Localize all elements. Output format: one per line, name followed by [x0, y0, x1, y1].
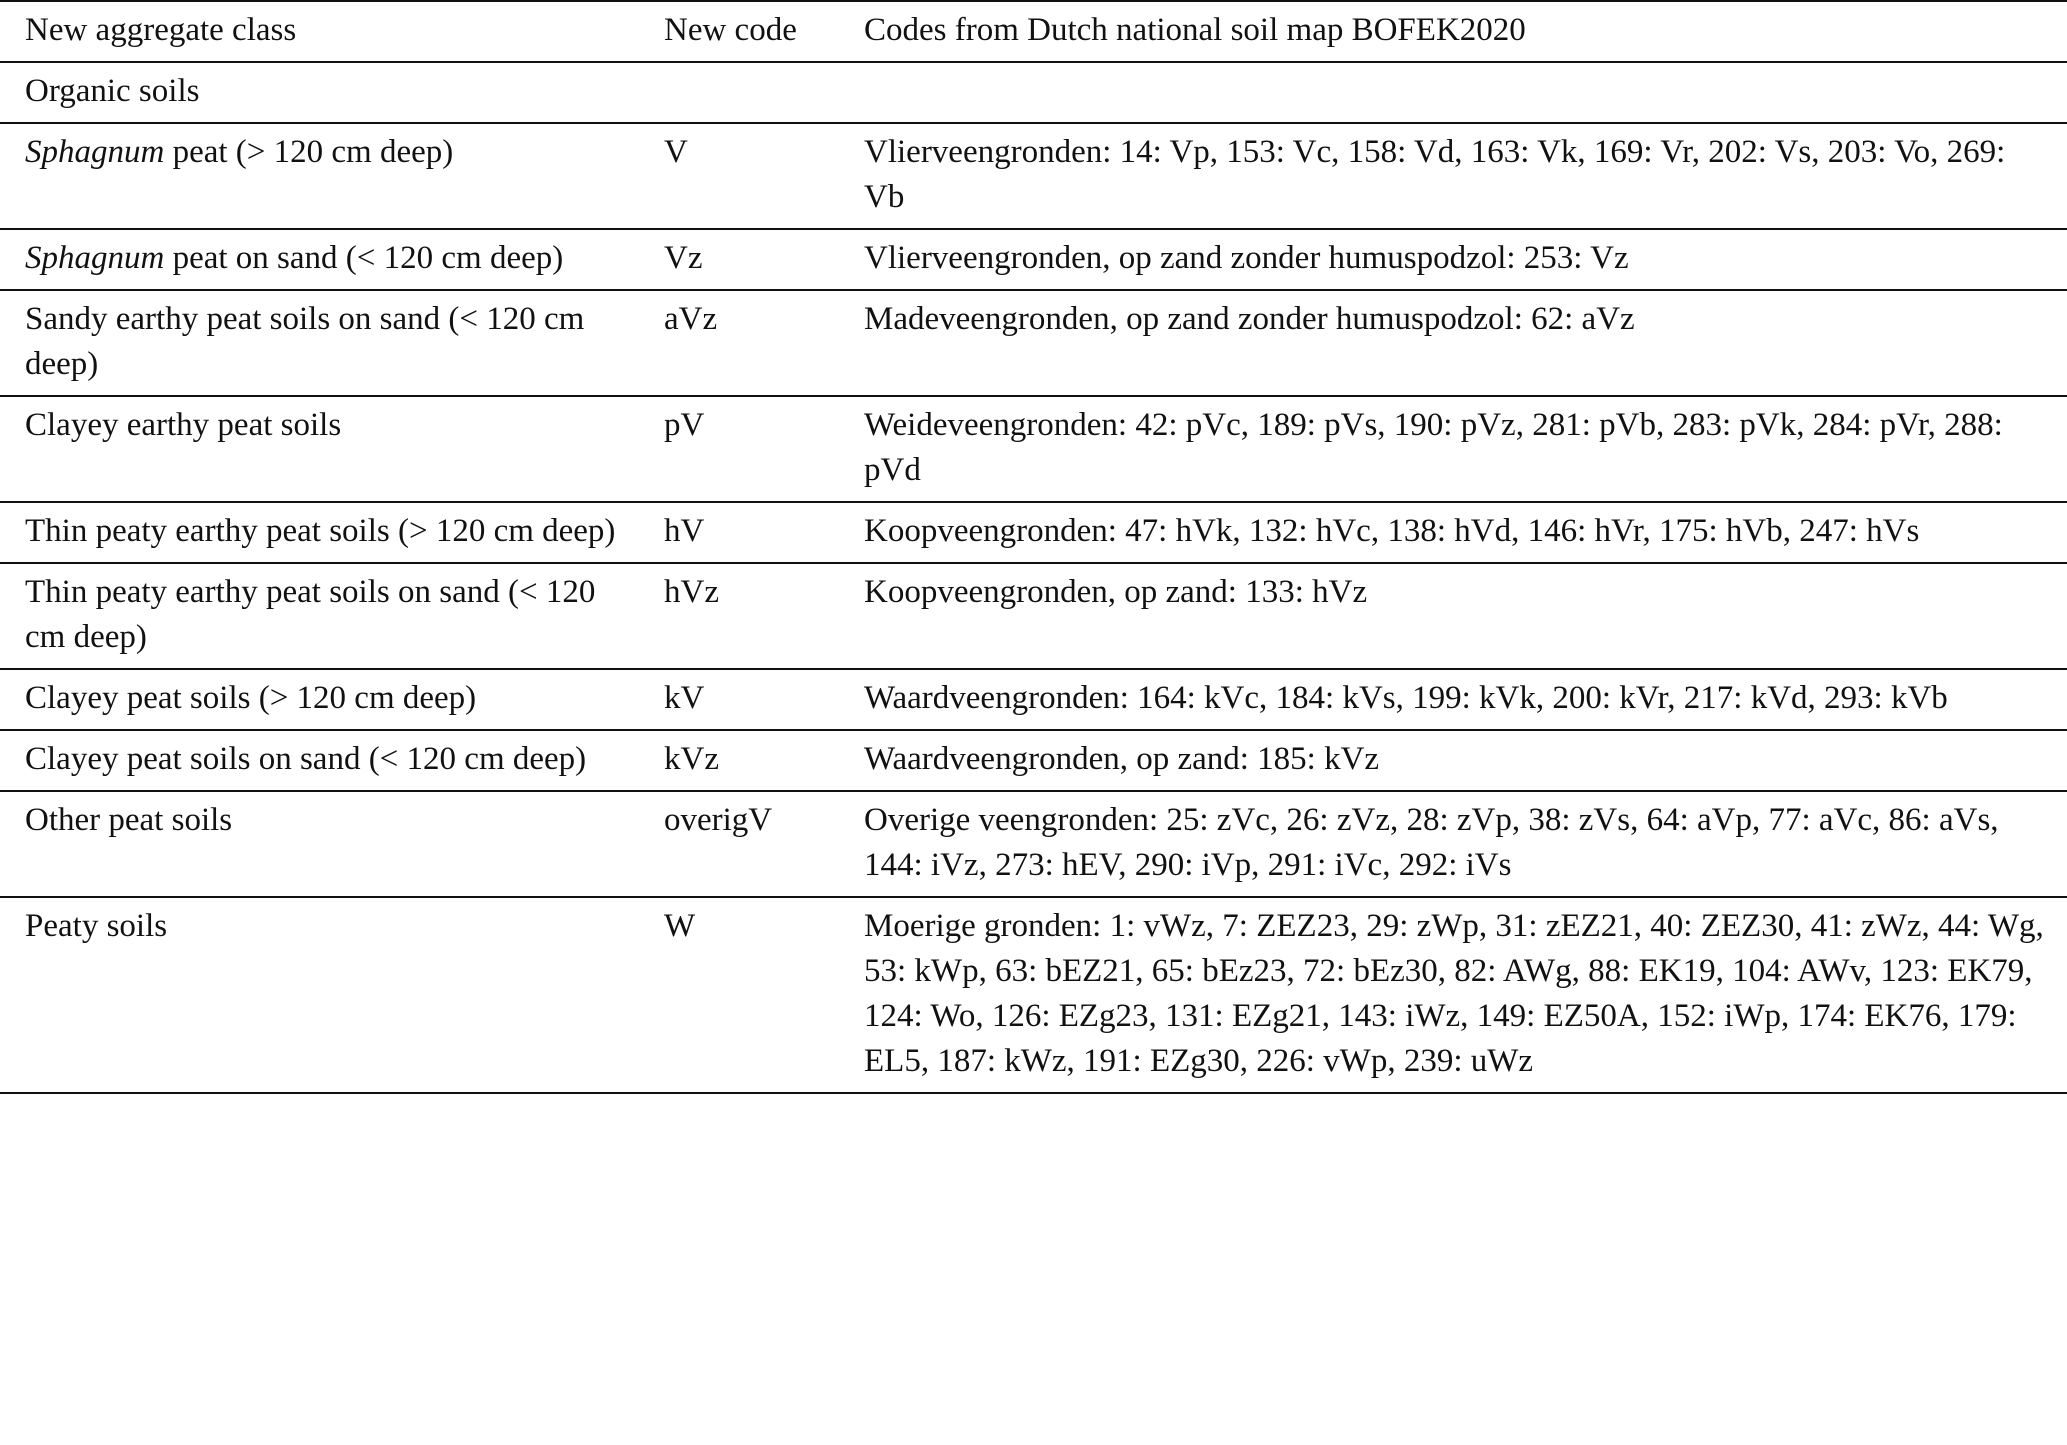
aggregate-class-cell [0, 669, 640, 730]
table-row [0, 229, 2067, 290]
aggregate-class-cell [0, 791, 640, 897]
aggregate-class-cell [0, 123, 640, 229]
table-row [0, 290, 2067, 396]
aggregate-class-cell [0, 502, 640, 563]
table-row [0, 669, 2067, 730]
aggregate-class-cell [0, 730, 640, 791]
table-row [0, 563, 2067, 669]
class-text: peat on sand (< 120 cm deep) [164, 240, 564, 276]
class-text: Clayey peat soils (> 120 cm deep) [25, 680, 477, 716]
bofek-codes-cell: Madeveengronden, op zand zonder humuspodzol: 62: aVz [864, 301, 1635, 337]
table-row [0, 897, 2067, 1093]
aggregate-class-cell [0, 229, 640, 290]
section-row [0, 62, 2067, 123]
new-code-cell: W [664, 908, 696, 944]
class-italic-text: Sphagnum [25, 134, 165, 170]
bofek-codes-cell: Vlierveengronden, op zand zonder humuspodzol: 253: Vz [864, 240, 1629, 276]
bofek-codes-cell: Waardveengronden, op zand: 185: kVz [864, 741, 1380, 777]
new-code-cell: overigV [664, 802, 773, 838]
new-code-cell: aVz [664, 301, 718, 337]
class-text: peat (> 120 cm deep) [164, 134, 454, 170]
table-row [0, 502, 2067, 563]
class-text: Thin peaty earthy peat soils (> 120 cm deep) [25, 513, 616, 549]
table-header-row [0, 1, 2067, 62]
aggregate-class-cell [0, 396, 640, 502]
class-text: Sandy earthy peat soils on sand (< 120 cm deep) [25, 301, 585, 382]
bofek-codes-cell: Koopveengronden, op zand: 133: hVz [864, 574, 1368, 610]
class-text: Thin peaty earthy peat soils on sand (< 120 cm deep) [25, 574, 596, 655]
section-title: Organic soils [25, 73, 200, 109]
bofek-codes-cell: Moerige gronden: 1: vWz, 7: ZEZ23, 29: zWp, 31: zEZ21, 40: ZEZ30, 41: zWz, 44: Wg, 53: kWp, 63: bEZ21, 65: bEz23, 72: bEz30, 82: AWg, 88: EK19, 104: AWv, 123: EK79, 124: Wo, 126: EZg23, 131: EZg21, 143: iWz, 149: EZ50A, 152: iWp, 174: EK76, 179: EL5, 187: kWz, 191: EZg30, 226: vWp, 239: uWz [864, 908, 2044, 1079]
class-text: Clayey earthy peat soils [25, 407, 342, 443]
table-row [0, 123, 2067, 229]
table-row [0, 791, 2067, 897]
new-code-cell: kVz [664, 741, 719, 777]
table-row [0, 730, 2067, 791]
class-italic-text: Sphagnum [25, 240, 165, 276]
bofek-codes-cell: Waardveengronden: 164: kVc, 184: kVs, 199: kVk, 200: kVr, 217: kVd, 293: kVb [864, 680, 1948, 716]
new-code-cell: hVz [664, 574, 719, 610]
bofek-codes-cell: Koopveengronden: 47: hVk, 132: hVc, 138: hVd, 146: hVr, 175: hVb, 247: hVs [864, 513, 1920, 549]
header-bofek-codes: Codes from Dutch national soil map BOFEK2020 [864, 12, 1526, 48]
new-code-cell: kV [664, 680, 705, 716]
header-aggregate-class: New aggregate class [25, 12, 297, 48]
new-code-cell: hV [664, 513, 705, 549]
new-code-cell: Vz [664, 240, 703, 276]
bofek-codes-cell: Weideveengronden: 42: pVc, 189: pVs, 190: pVz, 281: pVb, 283: pVk, 284: pVr, 288: pVd [864, 407, 2003, 488]
bofek-codes-cell: Vlierveengronden: 14: Vp, 153: Vc, 158: Vd, 163: Vk, 169: Vr, 202: Vs, 203: Vo, 269: Vb [864, 134, 2006, 215]
aggregate-class-cell [0, 290, 640, 396]
table-row [0, 396, 2067, 502]
header-new-code: New code [664, 12, 797, 48]
class-text: Peaty soils [25, 908, 168, 944]
new-code-cell: V [664, 134, 688, 170]
class-text: Clayey peat soils on sand (< 120 cm deep) [25, 741, 587, 777]
new-code-cell: pV [664, 407, 705, 443]
class-text: Other peat soils [25, 802, 233, 838]
bofek-codes-cell: Overige veengronden: 25: zVc, 26: zVz, 28: zVp, 38: zVs, 64: aVp, 77: aVc, 86: aVs, 144: iVz, 273: hEV, 290: iVp, 291: iVc, 292: iVs [864, 802, 1999, 883]
aggregate-class-cell [0, 563, 640, 669]
aggregate-class-cell [0, 897, 640, 1093]
